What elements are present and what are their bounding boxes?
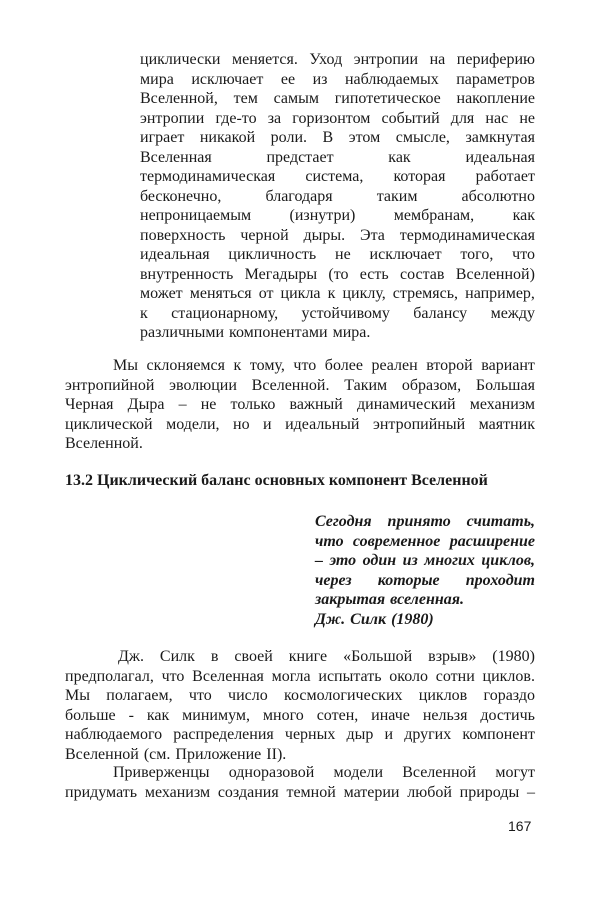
text-line: циклически меняется. Уход энтропии на периферию [140,51,535,68]
text-line: играет никакой роли. В этом смысле, замкнутая [140,129,535,146]
text-line: – это один из многих циклов, [315,552,535,569]
text-line: циклической модели, но и идеальный энтропийный маятник [65,415,535,433]
text-line: Черная Дыра – не только важный динамический механизм [65,396,535,413]
paragraph-black-hole-pendulum [65,356,535,454]
text-line: Вселенной. [65,435,143,452]
text-line: внутренность Мегадыры (то есть состав Вселенной) [140,265,535,283]
text-line: Вселенной (см. Приложение II). [65,745,287,763]
text-line: различными компонентами мира. [140,324,371,341]
text-line: закрытая вселенная. [315,591,464,608]
epigraph-silk-quote [315,512,535,629]
text-line: Вселенная предстает как идеальная [140,148,535,166]
text-line: Приверженцы одноразовой модели Вселенной могут [113,764,535,781]
text-line: Сегодня принято считать, [315,513,535,530]
text-line: мира исключает ее из наблюдаемых параметров [140,70,535,88]
text-line: что современное расширение [315,532,535,550]
text-line: поверхность черной дыры. Эта термодинамическая [140,226,535,244]
text-line: Дж. Силк в своей книге «Большой взрыв» (1980) [118,648,535,665]
text-line: наблюдаемого распределения черных дыр и других компонент [65,726,535,743]
text-line: энтропийной эволюции Вселенной. Таким образом, Большая [65,376,535,394]
text-line: Вселенной, тем самым гипотетическое накопление [140,90,535,107]
section-heading: 13.2 Циклический баланс основных компонент Вселенной [65,472,488,489]
text-line: непроницаемым (изнутри) мембранам, как [140,207,535,224]
indented-quote-block [140,50,535,343]
text-line: больше - как минимум, много сотен, иначе нельзя достичь [65,706,535,724]
text-line: Дж. Силк (1980) [315,610,434,628]
text-line: Мы полагаем, что число космологических циклов гораздо [65,687,535,704]
text-line: через которые проходит [315,571,535,589]
text-line: придумать механизм создания темной материи любой природы – [65,783,535,801]
paragraph-silk-cycles [65,647,535,764]
text-line: предполагал, что Вселенная могла испытать около сотни циклов. [65,667,535,685]
text-line: к стационарному, устойчивому балансу между [140,304,535,322]
text-line: идеальная цикличность не исключает того, что [140,246,535,263]
text-line: термодинамическая система, которая работает [140,168,535,185]
page-number: 167 [508,818,532,834]
paragraph-one-time-model [65,763,535,802]
text-line: может меняться от цикла к циклу, стремясь, например, [140,285,535,302]
text-line: Мы склоняемся к тому, что более реален второй вариант [113,357,535,374]
text-line: бесконечно, благодаря таким абсолютно [140,187,535,205]
text-line: энтропии где-то за горизонтом событий для нас не [140,109,535,127]
